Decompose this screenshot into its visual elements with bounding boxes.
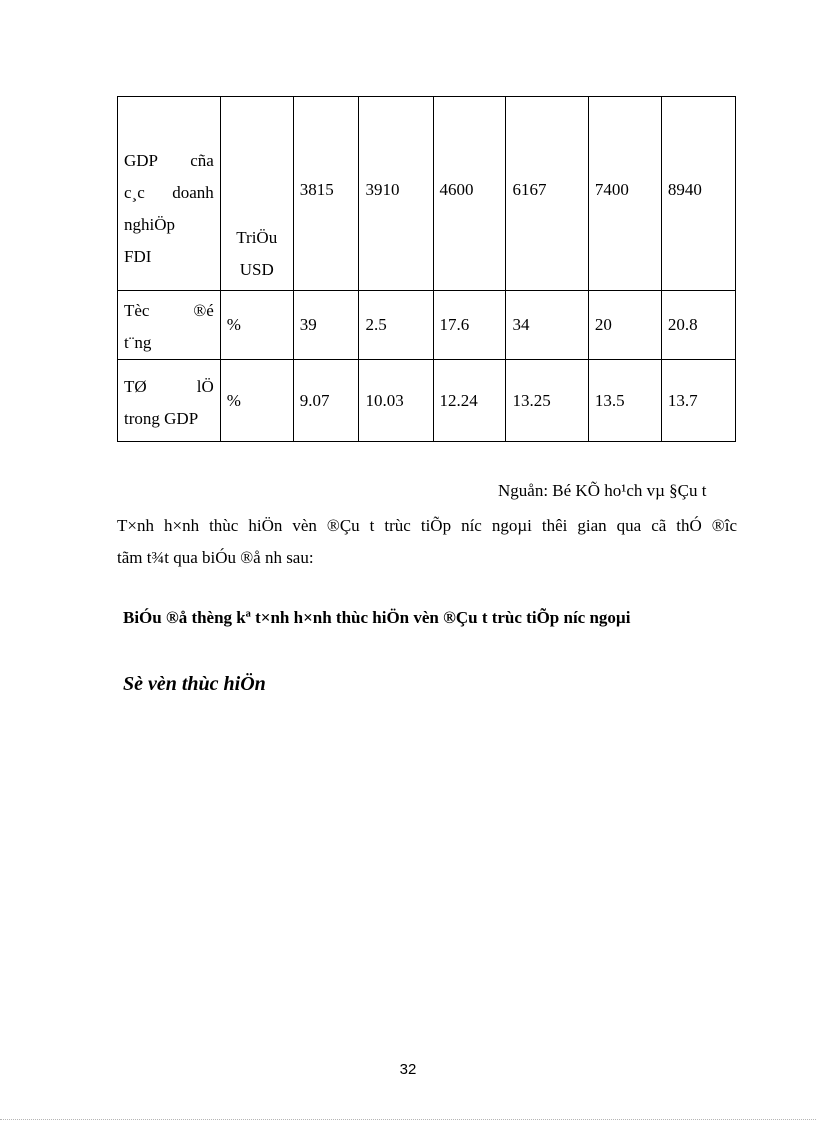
value-cell: 10.03 xyxy=(359,360,433,442)
chart-caption: BiÓu ®å thèng kª t×nh h×nh thùc hiÖn vèn ®Çu t trùc tiÕp níc ngoµi xyxy=(123,608,631,627)
source-note: Nguån: Bé KÕ ho¹ch vµ §Çu t xyxy=(498,481,707,500)
value-cell: 8940 xyxy=(661,97,735,291)
value-cell: 4600 xyxy=(433,97,506,291)
value-cell: 39 xyxy=(293,291,359,360)
value-cell: 34 xyxy=(506,291,588,360)
value-cell: 6167 xyxy=(506,97,588,291)
unit-cell: TriÖu USD xyxy=(220,97,293,291)
value-cell: 9.07 xyxy=(293,360,359,442)
row-label: TØ lÖ trong GDP xyxy=(118,360,221,442)
row-label: GDP cña c¸c doanh nghiÖp FDI xyxy=(118,97,221,291)
table-row-gdp-share xyxy=(118,360,736,442)
paragraph-line: tãm t¾t qua biÓu ®å nh sau: xyxy=(117,548,314,567)
unit-cell: % xyxy=(220,360,293,442)
value-cell: 13.5 xyxy=(588,360,661,442)
row-label: Tèc ®é t¨ng xyxy=(118,291,221,360)
value-cell: 20 xyxy=(588,291,661,360)
chart-subheading: Sè vèn thùc hiÖn xyxy=(123,673,266,695)
body-paragraph xyxy=(117,510,737,574)
value-cell: 3910 xyxy=(359,97,433,291)
value-cell: 7400 xyxy=(588,97,661,291)
page-number: 32 xyxy=(399,1061,417,1078)
paragraph-line: T×nh h×nh thùc hiÖn vèn ®Çu t trùc tiÕp níc ngoµi thêi gian qua cã thÓ ®îc xyxy=(117,516,737,535)
value-cell: 3815 xyxy=(293,97,359,291)
value-cell: 17.6 xyxy=(433,291,506,360)
fdi-statistics-table xyxy=(117,96,736,442)
table-row-gdp xyxy=(118,97,736,291)
value-cell: 12.24 xyxy=(433,360,506,442)
page-bottom-rule xyxy=(0,1119,816,1120)
value-cell: 2.5 xyxy=(359,291,433,360)
value-cell: 13.25 xyxy=(506,360,588,442)
value-cell: 20.8 xyxy=(661,291,735,360)
table-row-growth-rate xyxy=(118,291,736,360)
value-cell: 13.7 xyxy=(661,360,735,442)
unit-cell: % xyxy=(220,291,293,360)
